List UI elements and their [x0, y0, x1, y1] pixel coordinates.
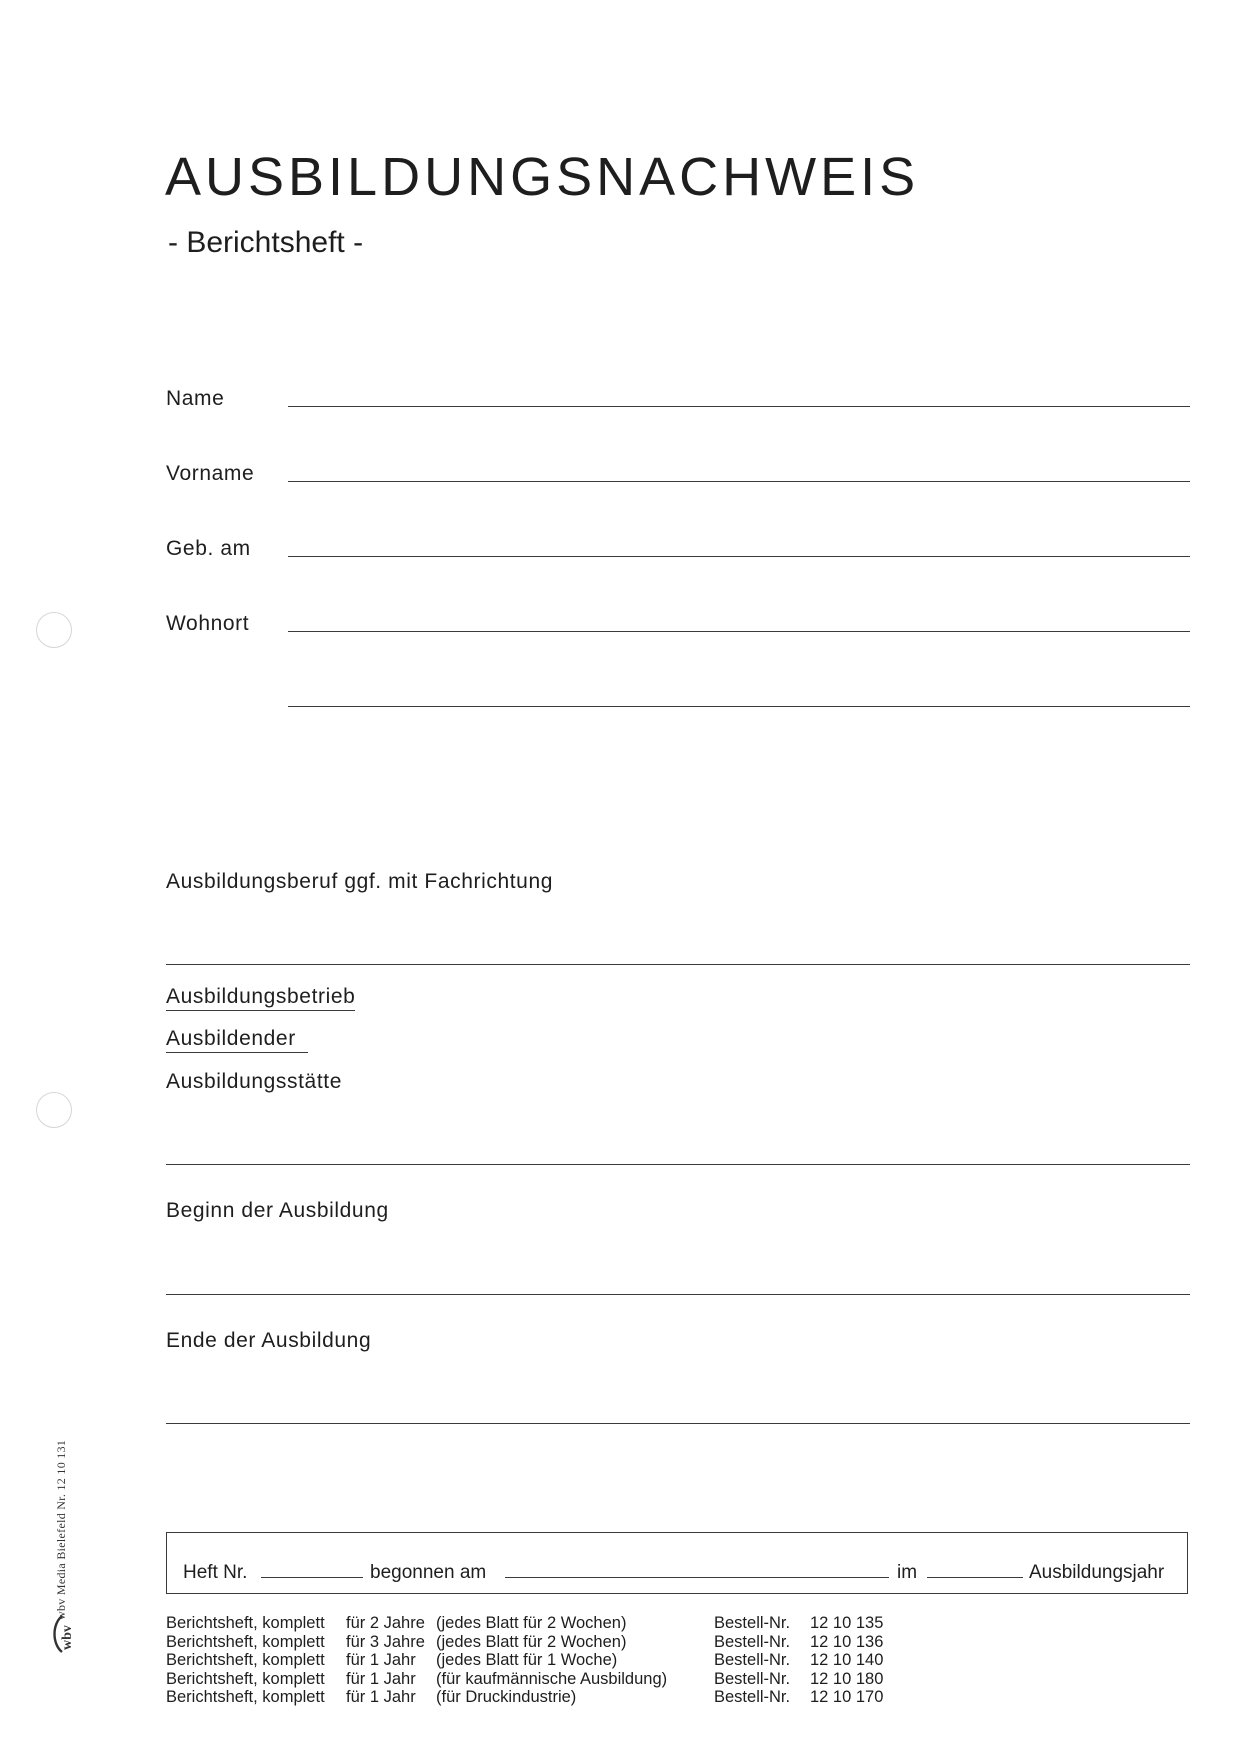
vorname-label: Vorname	[166, 462, 255, 485]
geb-am-field[interactable]	[288, 556, 1190, 557]
wohnort-label: Wohnort	[166, 612, 250, 635]
product-note: (jedes Blatt für 2 Wochen)	[436, 1614, 627, 1632]
wbv-logo	[50, 1612, 84, 1652]
order-number: 12 10 136	[810, 1632, 884, 1651]
product-note: (für kaufmännische Ausbildung)	[436, 1669, 668, 1688]
logo-text: wbv	[60, 1625, 75, 1650]
order-label: Bestell-Nr.	[714, 1688, 791, 1706]
im-label: im	[897, 1562, 918, 1583]
ausbildungsjahr-label: Ausbildungsjahr	[1029, 1562, 1165, 1583]
document-subtitle: - Berichtsheft -	[168, 226, 364, 259]
product-duration: für 1 Jahr	[346, 1651, 416, 1669]
order-number: 12 10 180	[810, 1669, 884, 1688]
name-label: Name	[166, 387, 225, 410]
product-name: Berichtsheft, komplett	[166, 1669, 325, 1688]
punch-hole-top	[36, 612, 72, 648]
order-number: 12 10 140	[810, 1651, 884, 1669]
product-note: (jedes Blatt für 2 Wochen)	[436, 1632, 627, 1651]
end-label: Ende der Ausbildung	[166, 1329, 372, 1352]
company-label-ausbildender: Ausbildender	[166, 1028, 308, 1053]
begonnen-label: begonnen am	[370, 1562, 487, 1583]
occupation-field[interactable]	[166, 964, 1190, 965]
company-label-staette: Ausbildungsstätte	[166, 1070, 342, 1093]
end-field[interactable]	[166, 1423, 1190, 1424]
product-duration: für 2 Jahre	[346, 1614, 425, 1632]
wohnort-field[interactable]	[288, 631, 1190, 632]
start-field[interactable]	[166, 1294, 1190, 1295]
product-duration: für 3 Jahre	[346, 1632, 425, 1651]
document-title: AUSBILDUNGSNACHWEIS	[165, 147, 920, 207]
product-name: Berichtsheft, komplett	[166, 1688, 325, 1706]
product-note: (jedes Blatt für 1 Woche)	[436, 1651, 618, 1669]
product-name: Berichtsheft, komplett	[166, 1632, 325, 1651]
order-label: Bestell-Nr.	[714, 1651, 791, 1669]
begonnen-field[interactable]	[505, 1577, 889, 1578]
wohnort-field-second-line[interactable]	[288, 706, 1190, 707]
wbv-logo-icon	[50, 1612, 84, 1656]
order-label: Bestell-Nr.	[714, 1632, 791, 1651]
order-label: Bestell-Nr.	[714, 1614, 791, 1632]
product-note: (für Druckindustrie)	[436, 1688, 577, 1706]
name-field[interactable]	[288, 406, 1190, 407]
order-number: 12 10 170	[810, 1688, 884, 1706]
heft-nr-label: Heft Nr.	[183, 1562, 248, 1583]
product-name: Berichtsheft, komplett	[166, 1614, 325, 1632]
occupation-label: Ausbildungsberuf ggf. mit Fachrichtung	[166, 870, 553, 893]
product-duration: für 1 Jahr	[346, 1669, 416, 1688]
order-number: 12 10 135	[810, 1614, 884, 1632]
company-label-betrieb: Ausbildungsbetrieb	[166, 986, 355, 1011]
company-field[interactable]	[166, 1164, 1190, 1165]
vorname-field[interactable]	[288, 481, 1190, 482]
publisher-imprint: wbv Media Bielefeld Nr. 12 10 131	[54, 1439, 68, 1620]
punch-hole-bottom	[36, 1092, 72, 1128]
publisher-side-text	[52, 1440, 70, 1620]
start-label: Beginn der Ausbildung	[166, 1199, 389, 1222]
product-name: Berichtsheft, komplett	[166, 1651, 325, 1669]
order-label: Bestell-Nr.	[714, 1669, 791, 1688]
heft-nr-field[interactable]	[261, 1577, 363, 1578]
geb-am-label: Geb. am	[166, 537, 251, 560]
jahr-field[interactable]	[927, 1577, 1023, 1578]
product-duration: für 1 Jahr	[346, 1688, 416, 1706]
heft-info-box	[166, 1532, 1188, 1594]
